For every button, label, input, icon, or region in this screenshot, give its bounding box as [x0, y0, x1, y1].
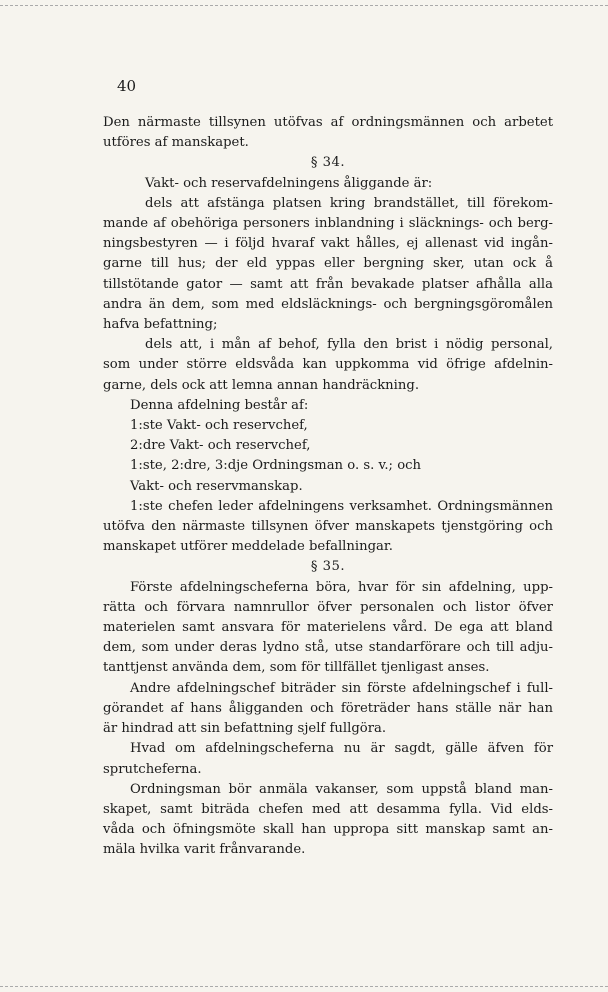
- section-heading: § 34.: [310, 155, 346, 171]
- text-line: garne till hus; der eld yppas eller bergning sker, utan ock å: [103, 256, 553, 272]
- text-line: tanttjenst använda dem, som för tillfället tjenligast anses.: [103, 660, 490, 676]
- text-line: Den närmaste tillsynen utöfvas af ordningsmännen och arbetet: [103, 115, 553, 130]
- text-line: utöfva den närmaste tillsynen öfver manskapets tjenstgöring och: [103, 519, 553, 535]
- text-line: skapet, samt biträda chefen med att desamma fylla. Vid elds-: [103, 801, 553, 817]
- text-line: andra än dem, som med eldsläcknings- och bergningsgöromålen: [103, 296, 553, 312]
- text-line: rätta och förvara namnrullor öfver personalen och listor öfver: [103, 599, 553, 615]
- text-line: sprutcheferna.: [103, 761, 202, 777]
- text-line: 2:dre Vakt- och reservchef,: [130, 438, 311, 454]
- text-line: som under större eldsvåda kan uppkomma vid öfrige afdelnin-: [103, 357, 553, 373]
- section-heading: § 35.: [310, 559, 346, 575]
- text-line: mande af obehöriga personers inblandning i släcknings- och berg-: [103, 216, 553, 232]
- text-line: är hindrad att sin befattning sjelf fullgöra.: [103, 721, 387, 737]
- text-line: Vakt- och reservmanskap.: [130, 478, 303, 494]
- text-line: görandet af hans åligganden och företräder hans ställe när han: [103, 700, 553, 716]
- page-bottom-edge: [0, 986, 608, 987]
- text-line: ningsbestyren — i följd hvaraf vakt hålles, ej allenast vid ingån-: [103, 236, 553, 252]
- text-line: Hvad om afdelningscheferna nu är sagdt, gälle äfven för: [130, 741, 553, 757]
- text-line: mäla hvilka varit frånvarande.: [103, 842, 306, 858]
- text-line: garne, dels ock att lemna annan handräckning.: [103, 377, 420, 393]
- text-line: Denna afdelning består af:: [130, 397, 309, 413]
- text-line: utföres af manskapet.: [103, 135, 249, 151]
- text-line: Förste afdelningscheferna böra, hvar för sin afdelning, upp-: [130, 579, 553, 595]
- text-line: manskapet utförer meddelade befallningar.: [103, 539, 393, 555]
- page-number: 40: [117, 77, 137, 95]
- text-line: hafva befattning;: [103, 317, 218, 333]
- text-line: dem, som under deras lydno stå, utse standarförare och till adju-: [103, 640, 553, 656]
- text-line: Ordningsman bör anmäla vakanser, som uppstå bland man-: [130, 781, 553, 797]
- body-text: [103, 113, 553, 861]
- text-line: 1:ste chefen leder afdelningens verksamhet. Ordningsmännen: [130, 498, 553, 514]
- text-line: våda och öfningsmöte skall han uppropa sitt manskap samt an-: [103, 822, 553, 838]
- text-line: 1:ste Vakt- och reservchef,: [130, 418, 308, 434]
- text-line: tillstötande gator — samt att från bevakade platser afhålla alla: [103, 276, 553, 292]
- text-line: dels att afstänga platsen kring brandstället, till förekom-: [145, 195, 553, 211]
- text-line: 1:ste, 2:dre, 3:dje Ordningsman o. s. v.; och: [130, 458, 422, 474]
- page-top-edge: [0, 5, 608, 6]
- text-line: Andre afdelningschef biträder sin förste afdelningschef i full-: [130, 680, 553, 696]
- text-line: materielen samt ansvara för materielens vård. De ega att bland: [103, 620, 553, 636]
- text-line: dels att, i mån af behof, fylla den brist i nödig personal,: [145, 337, 553, 353]
- text-line: Vakt- och reservafdelningens åliggande är:: [145, 175, 433, 191]
